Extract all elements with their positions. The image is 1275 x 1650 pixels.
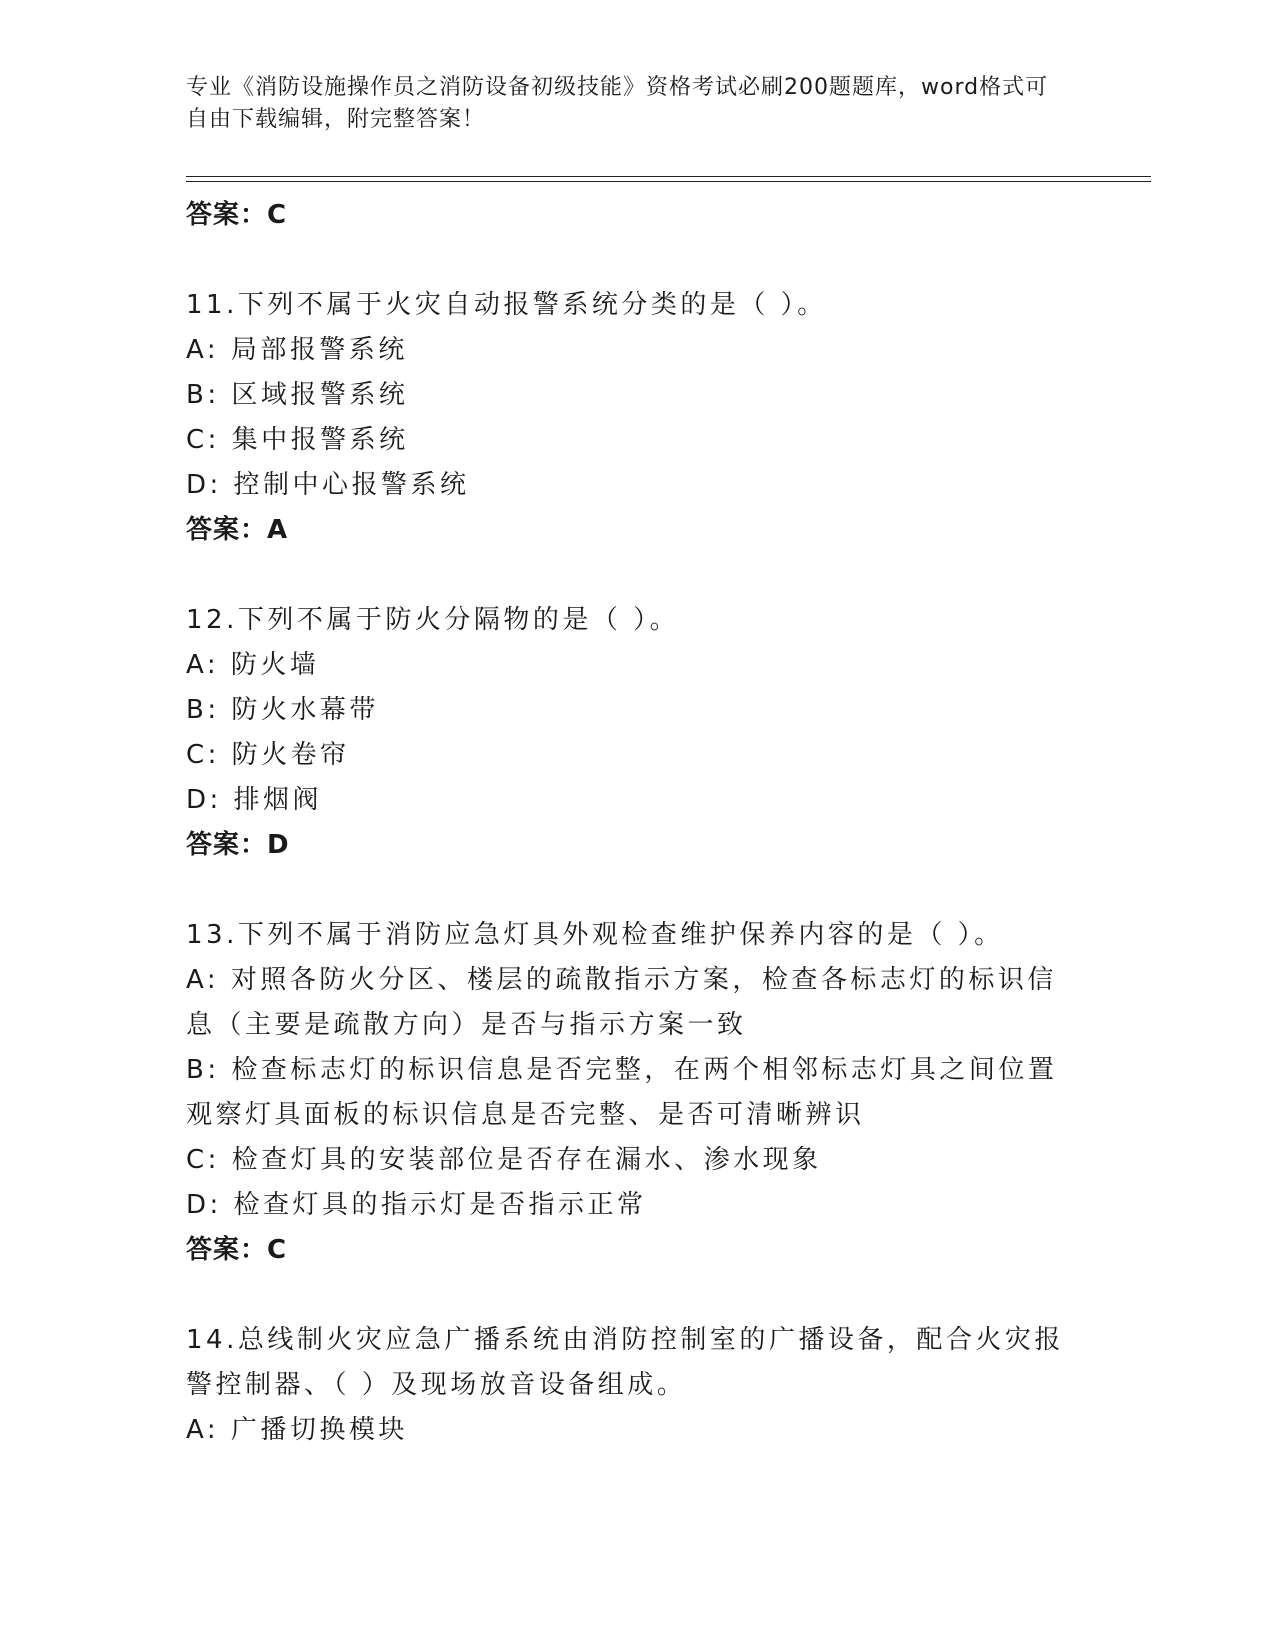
spacer — [186, 238, 1086, 283]
header-rule-top — [186, 176, 1151, 177]
option-c: C: 检查灯具的安装部位是否存在漏水、渗水现象 — [186, 1145, 822, 1175]
option-b: B: 区域报警系统 — [186, 380, 409, 410]
question-stem: 12.下列不属于防火分隔物的是（ ）。 — [186, 605, 680, 635]
question-answer: 答案：C — [186, 1235, 288, 1265]
question-12 — [186, 598, 1086, 868]
question-stem: 13.下列不属于消防应急灯具外观检查维护保养内容的是（ ）。 — [186, 920, 1004, 950]
option-d: D: 控制中心报警系统 — [186, 470, 470, 500]
option-c: C: 防火卷帘 — [186, 740, 350, 770]
option-d: D: 排烟阀 — [186, 785, 323, 815]
question-stem: 11.下列不属于火灾自动报警系统分类的是（ ）。 — [186, 290, 827, 320]
option-a: A: 防火墙 — [186, 650, 320, 680]
option-b: B: 检查标志灯的标识信息是否完整，在两个相邻标志灯具之间位置观察灯具面板的标识信息是否完整、是否可清晰辨识 — [186, 1055, 1058, 1130]
previous-answer: 答案：C — [186, 200, 288, 230]
question-list — [186, 193, 1086, 1453]
question-13 — [186, 913, 1086, 1273]
option-a: A: 对照各防火分区、楼层的疏散指示方案，检查各标志灯的标识信息（主要是疏散方向）是否与指示方案一致 — [186, 965, 1057, 1040]
spacer — [186, 1273, 1086, 1318]
option-d: D: 检查灯具的指示灯是否指示正常 — [186, 1190, 647, 1220]
question-answer: 答案：D — [186, 830, 290, 860]
option-b: B: 防火水幕带 — [186, 695, 379, 725]
document-header: 专业《消防设施操作员之消防设备初级技能》资格考试必刷200题题库，word格式可自由下载编辑，附完整答案！ — [186, 75, 1049, 132]
option-a: A: 局部报警系统 — [186, 335, 408, 365]
spacer — [186, 553, 1086, 598]
option-a: A: 广播切换模块 — [186, 1415, 408, 1445]
question-answer: 答案：A — [186, 515, 289, 545]
spacer — [186, 868, 1086, 913]
header-rule-bottom — [186, 181, 1151, 182]
option-c: C: 集中报警系统 — [186, 425, 409, 455]
question-11 — [186, 283, 1086, 553]
question-14 — [186, 1318, 1086, 1453]
question-stem: 14.总线制火灾应急广播系统由消防控制室的广播设备，配合火灾报警控制器、（ ）及现场放音设备组成。 — [186, 1325, 1064, 1400]
